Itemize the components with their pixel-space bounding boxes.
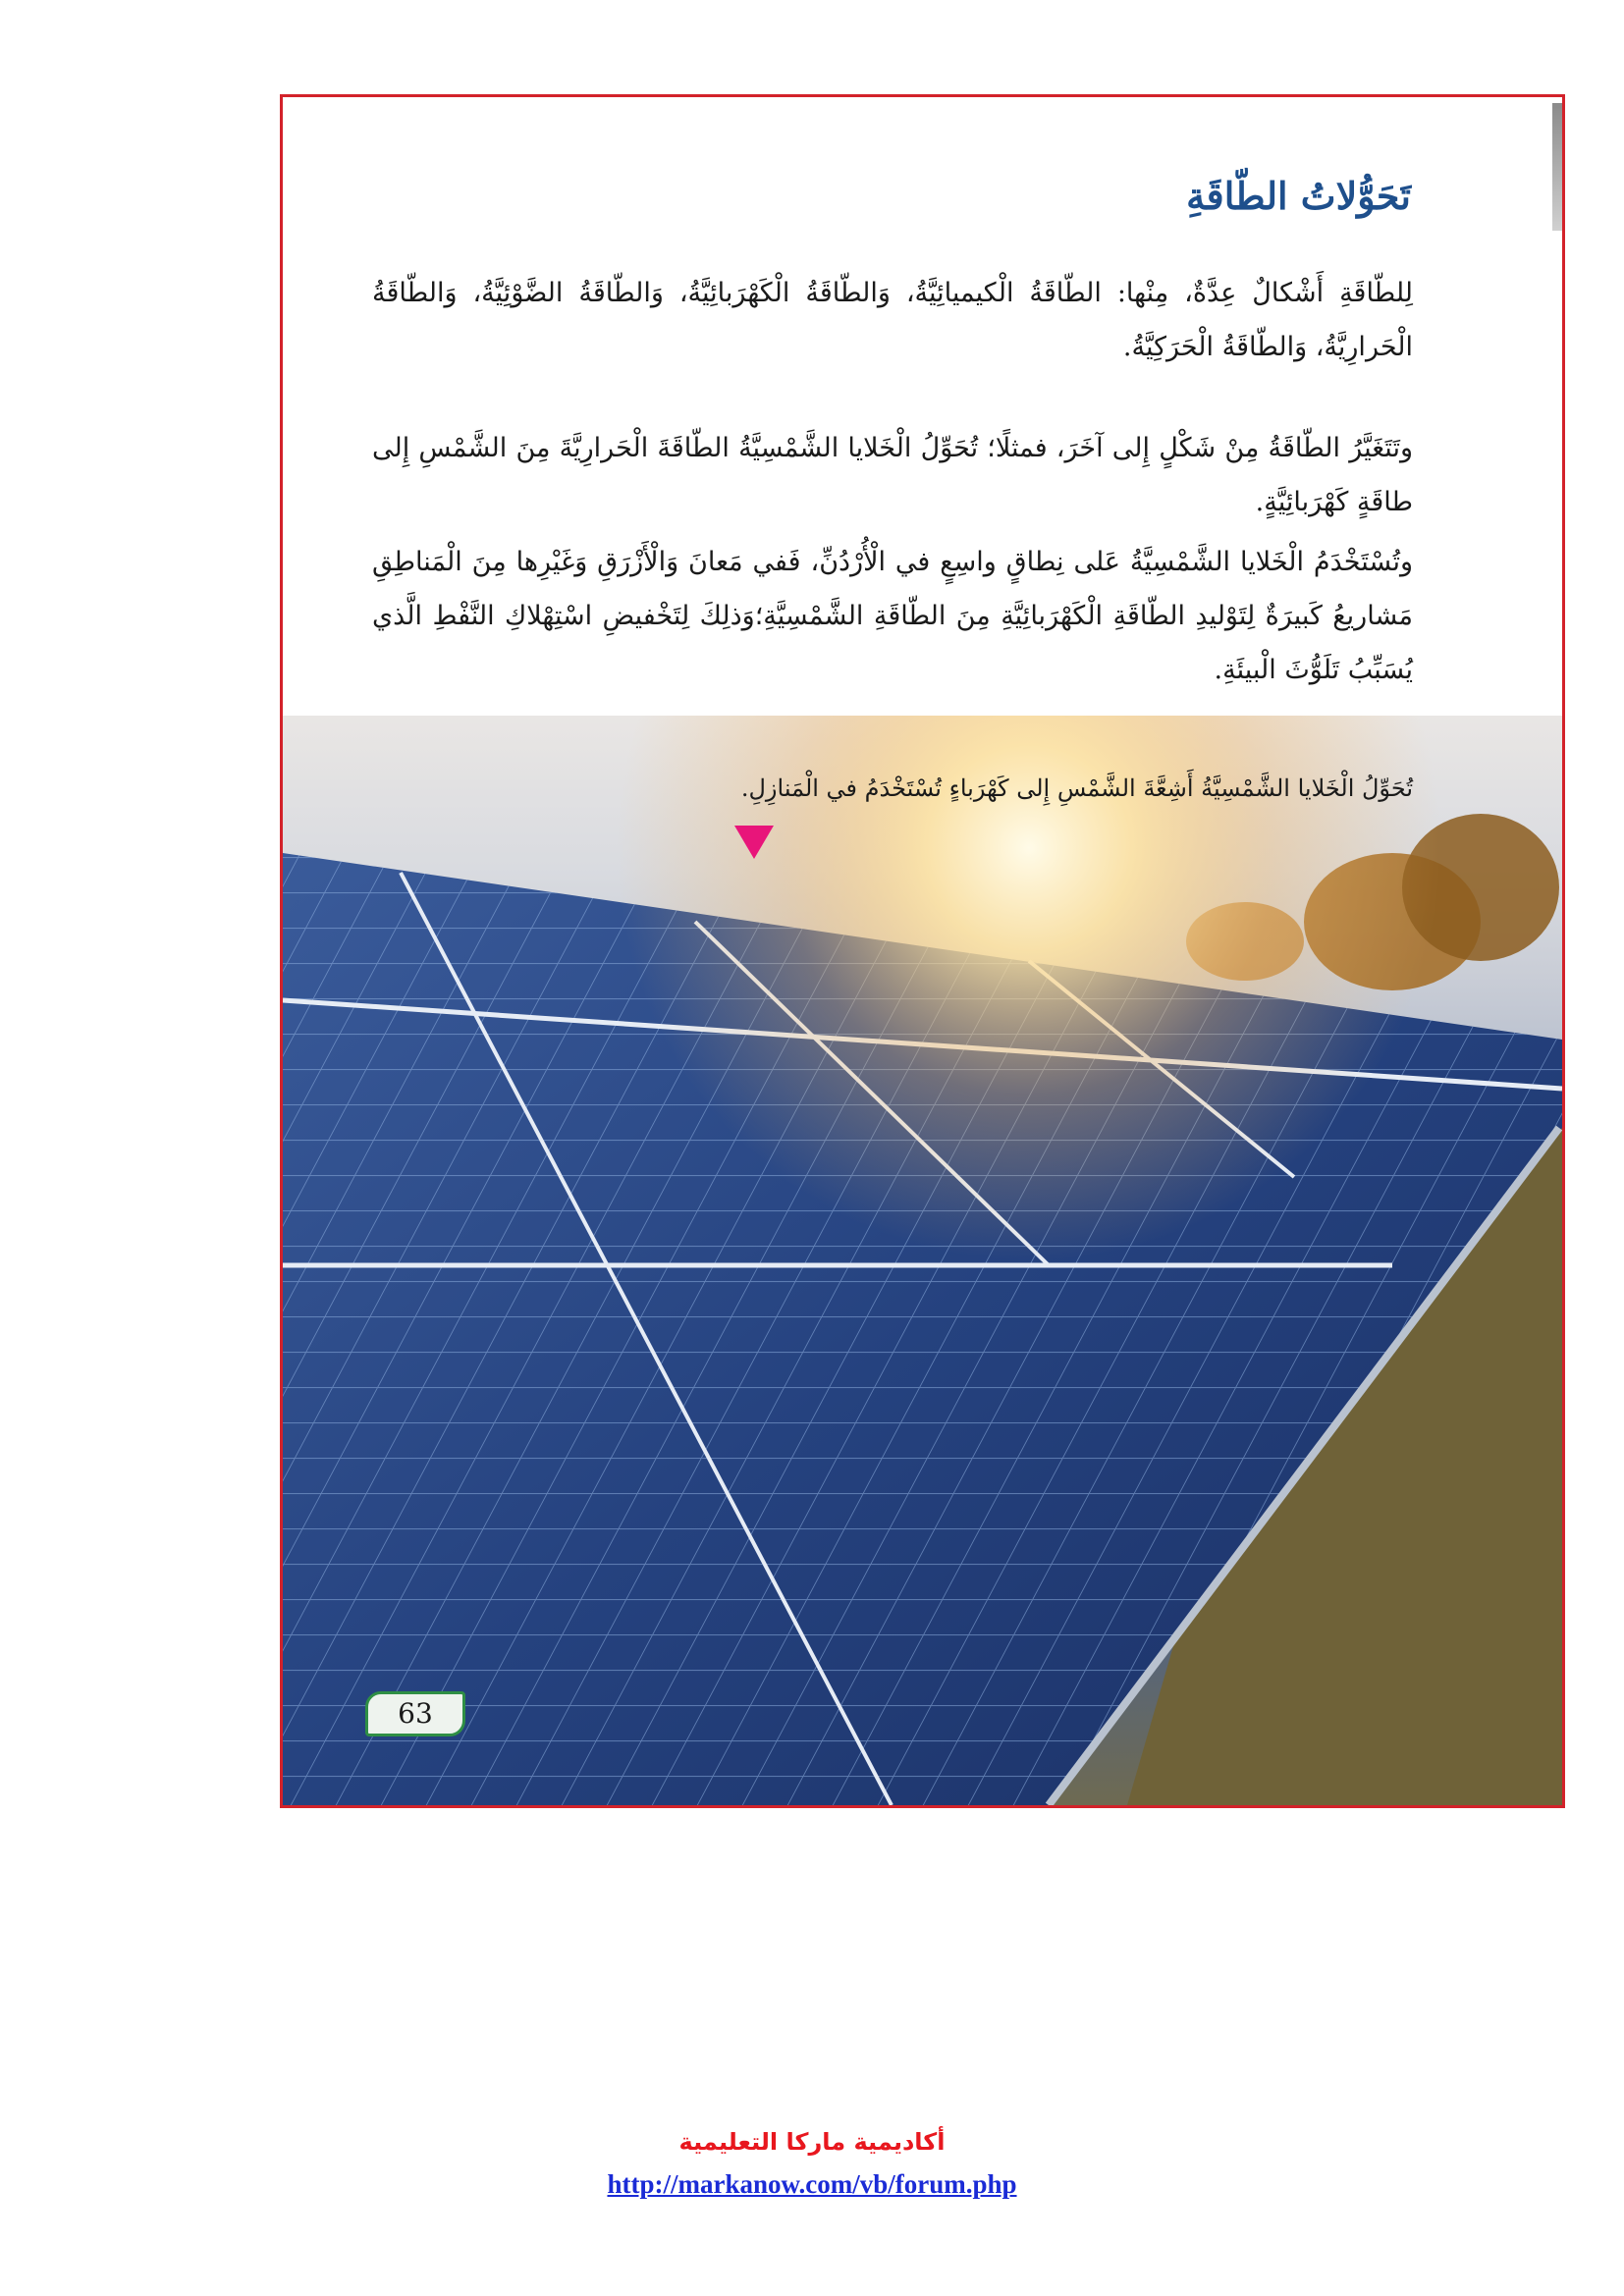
lesson-title: تَحَوُّلاتُ الطّاقَةِ [1186, 174, 1411, 218]
solar-panels-illustration [283, 716, 1562, 1805]
photo-caption: تُحَوِّلُ الْخَلايا الشَّمْسِيَّةُ أَشِعَّةَ الشَّمْسِ إِلى كَهْرَباءٍ تُسْتَخْدَمُ في الْمَنازِلِ. [740, 774, 1413, 802]
solar-panels-photo [283, 716, 1562, 1805]
paragraph-jordan-solar: وتُسْتَخْدَمُ الْخَلايا الشَّمْسِيَّةُ عَلى نِطاقٍ واسِعٍ في الْأُرْدُنِّ، فَفي مَعانَ وَالْأَزْرَقِ وَغَيْرِها مِنَ الْمَناطِقِ مَشاريعُ كَبيرَةٌ لِتَوْليدِ الطّاقَةِ الْكَهْرَبائِيَّةِ مِنَ الطّاقَةِ الشَّمْسِيَّةِ؛وَذلِكَ لِتَخْفيضِ اسْتِهْلاكِ النَّفْطِ الَّذي يُسَبِّبُ تَلَوُّثَ الْبيئَةِ. [372, 547, 1413, 685]
paragraph-energy-forms: لِلطّاقَةِ أَشْكالٌ عِدَّةٌ، مِنْها: الطّاقَةُ الْكيميائِيَّةُ، وَالطّاقَةُ الْكَهْرَبائِيَّةُ، وَالطّاقَةُ الضَّوْئِيَّةُ، وَالطّاقَةُ الْحَرارِيَّةُ، وَالطّاقَةُ الْحَرَكِيَّةُ. [372, 278, 1413, 362]
caption-pointer-icon [734, 826, 774, 859]
page-edge-shadow [1552, 103, 1562, 231]
page-number: 63 [365, 1691, 465, 1736]
textbook-page [280, 94, 1565, 1808]
paragraph-energy-change: وتَتَغَيَّرُ الطّاقَةُ مِنْ شَكْلٍ إِلى آخَرَ، فمثلًا؛ تُحَوِّلُ الْخَلايا الشَّمْسِيَّةُ الطّاقَةَ الْحَرارِيَّةَ مِنَ الشَّمْسِ إِلى طاقَةٍ كَهْرَبائِيَّةٍ. [372, 433, 1413, 517]
academy-name: أكاديمية ماركا التعليمية [678, 2128, 946, 2156]
forum-link[interactable]: http://markanow.com/vb/forum.php [607, 2169, 1017, 2199]
